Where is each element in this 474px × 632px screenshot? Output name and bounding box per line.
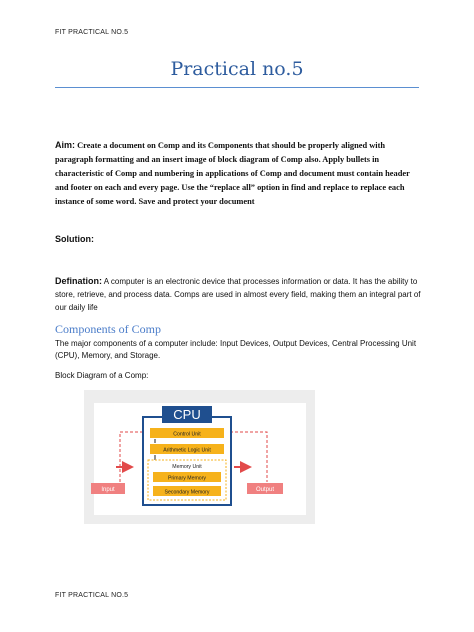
solution-label: Solution: — [55, 234, 94, 244]
aim-label: Aim: — [55, 140, 75, 150]
secondary-memory-label: Secondary Memory — [164, 489, 210, 496]
definition-text: A computer is an electronic device that processes information or data. It has the ability to store, retrieve, and process data. Comps are used in almost every field, making them an integral part of our daily life — [55, 277, 421, 312]
diagram-svg — [84, 390, 315, 524]
output-label: Output — [255, 487, 275, 493]
definition-paragraph — [55, 275, 425, 314]
cpu-block-diagram — [84, 390, 315, 524]
memory-unit-label: Memory Unit — [172, 464, 202, 470]
cpu-label: CPU — [173, 407, 201, 422]
definition-label: Defination: — [55, 276, 102, 286]
page-header: FIT PRACTICAL NO.5 — [55, 29, 129, 36]
alu-label: Arithmetic Logic Unit — [163, 447, 211, 454]
control-unit-label: Control Unit — [173, 431, 201, 438]
components-paragraph: The major components of a computer include: Input Devices, Output Devices, Central Processing Unit (CPU), Memory, and Storage. — [55, 339, 417, 360]
page-footer: FIT PRACTICAL NO.5 — [55, 592, 129, 599]
input-label: Input — [101, 487, 115, 493]
aim-paragraph — [55, 138, 425, 209]
primary-memory-label: Primary Memory — [167, 475, 207, 482]
aim-text: Create a document on Comp and its Components that should be properly aligned with paragraph formatting and an insert image of block diagram of Comp also. Apply bullets in characteristic of Comp and numbering in applications of Comp and document must contain header and footer on each and every page. Use the “replace all” option in find and replace to replace each instance of some word. Save and protect your document — [55, 141, 410, 206]
diagram-caption: Block Diagram of a Comp: — [55, 371, 149, 380]
title-underline — [55, 87, 419, 88]
components-heading: Components of Comp — [55, 322, 162, 336]
page-title: Practical no.5 — [170, 58, 304, 80]
